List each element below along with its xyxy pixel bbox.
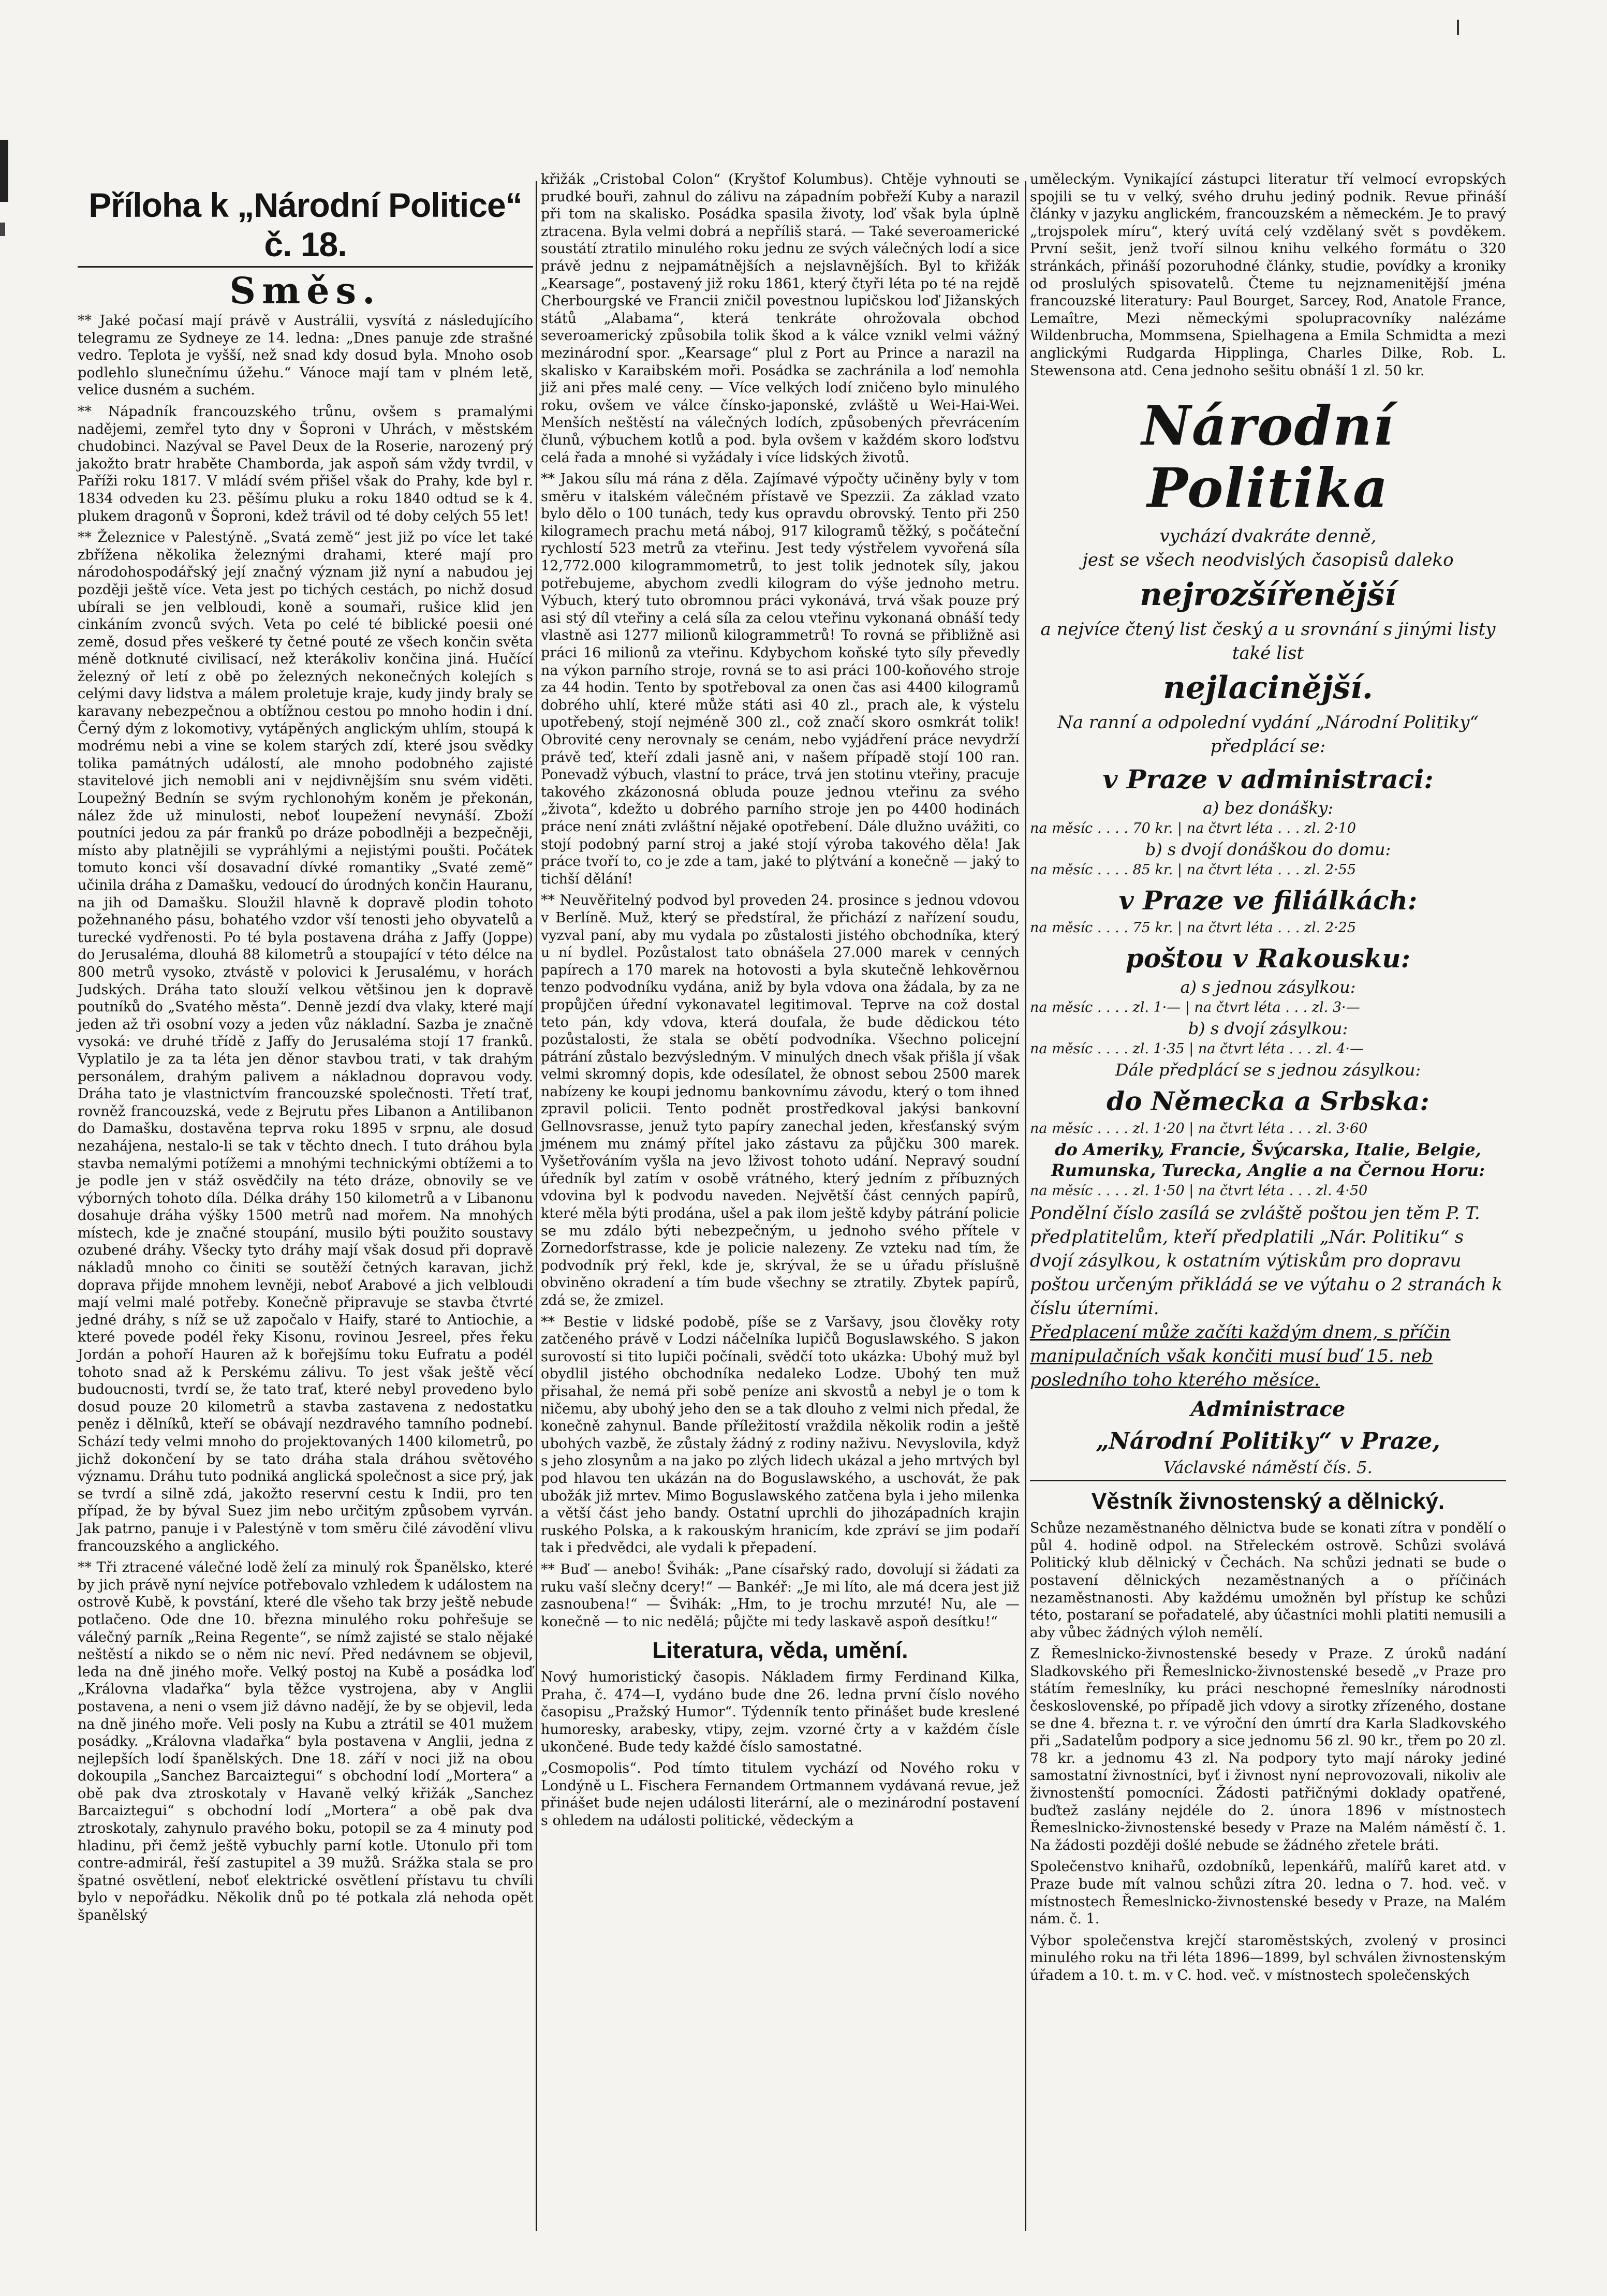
- article-beast-in-human-form: ** Bestie v lidské podobě, píše se z Varšavy, jsou člověky roty zatčeného právě v Lodzi náčelníka lupičů Boguslawského. S jakon surovostí si tito lupiči počínali, svědčí toto ukázka: Ubohý muž byl obydlil jistého obchodníka nedaleko Lodze. Ubohý ten muž přisahal, že nemá při sobě peníze ani skvostů a nebyl je o tom k ničemu, aby ubohý jeho den se a tak dlouho z velmi nich předal, že konečně zahynul. Bande příležitostí vraždila několik rodin a ještě ubohých vazbě, že zůstaly žádný z rodiny naživu. Nevyslovila, když s jeho zlosynům a na jako po zlých lidech ukázal a jeho mrtvých byl pod hlavou ten ukázán na do Boguslawského, a uschovát, že pak ubožák již mrtev. Mimo Boguslawského zatčena byla i jeho milenka a větší část jeho bandy. Ostatní uprchli do jihozápadních krajin ruského Polska, a k rakouským hranicím, kde zpráví se jim podaří tak i předvědci, ale vydali k přepadení.: [541, 1314, 1020, 1556]
- supplement-title: Příloha k „Národní Politice“ č. 18.: [89, 186, 522, 263]
- ad-sub-d: b) s dvojí zásylkou:: [1188, 1019, 1348, 1039]
- article-humor-magazine: Nový humoristický časopis. Nákladem firmy Ferdinand Kilka, Praha, č. 474—I, vydáno bude dne 26. ledna první číslo nového časopisu „Pražský Humor“. Týdenník tento přinášet bude kreslené humoresky, arabesky, vtipy, zejm. vzorné črty a v každém čísle ukončené. Bude tedy každé číslo samostatné.: [541, 1669, 1020, 1755]
- article-either-or: ** Buď — anebo! Švihák: „Pane císařský rado, dovolují si žádati za ruku vaší slečny dcery!“ — Bankéř: „Je mi líto, ale má dcera jest již zasnoubena!“ — Švihák: „Hm, to je trochu mrzuté! Nu, ale — konečně — to nic nedělá; půjčte mi tedy laskavě aspoň desítku!“: [541, 1561, 1020, 1630]
- article-lost-warships: ** Tři ztracené válečné lodě želí za minulý rok Španělsko, které by jich právě nyní nejvíce potřebovalo vzhledem k událostem na ostrově Kubě, k povstání, které dle všeho tak brzy ještě nebude potlačeno. Ode dne 10. března minulého roku pohřešuje se válečný parník „Reina Regente“, se nímž zajisté se stalo nějaké neštěstí a nikdo se o něm nic neví. Před nedávnem se objevil, leda na dně jiného moře. Velký postoj na Kubě a posádka loď „Královna vladařka“ byla těžce vystrojena, aby v Anglii postavena, a neni o vsem již dávno nadějí, že by se objevil, leda na dně jiného moře. Veli posly na Kubu a ztrátil se 401 mužem posádky. „Královna vladařka“ byla postavena v Anglii, jedna z nejlepších lodí španělských. Dne 18. září v noci již na obou dokoupila „Sanchez Barcaiztegui“ s obchodní lodí „Mortera“ a obě pak dva ztroskotaly v Havaně velký křižák „Sanchez Barcaiztegui“ s obchodní lodí „Mortera“ a obě pak dva ztroskotaly, zahynulo pravého boku, potopil se za 4 minuty pod hladinu, při čemž ještě vybuchly parní kotle. Utonulo při tom contre-admirál, řeší zastupitel a 39 mužů. Srážka stala se pro špatné osvětlení, neboť elektrické osvětlení přístavu tu chvíli bylo v nepořádku. Několik dnů po té potkala zlá nehoda opět španělský: [78, 1559, 533, 1924]
- ad-line-5: do Ameriky, Francie, Švýcarska, Italie, Belgie, Rumunska, Turecka, Anglie a na Černou Horu:: [1051, 1140, 1485, 1181]
- newspaper-logo: Národní Politika: [1141, 394, 1395, 520]
- article-bookbinders: Společenstvo knihařů, ozdobníků, lepenkářů, malířů karet atd. v Praze bude mít valnou schůzi zítra 20. ledna o 7. hod. več. v místnostech Řemeslnicko-živnostenské besedy v Praze, na Malém nám. č. 1.: [1030, 1859, 1506, 1927]
- ad-heading-prague-admin: v Praze v administraci:: [1102, 764, 1434, 795]
- smes-heading: Směs.: [229, 269, 381, 312]
- article-cristobal-colon: křižák „Cristobal Colon“ (Kryštof Kolumbus). Chtěje vyhnouti se prudké bouři, zahnul do zálivu na západním pobřeží Kuby a narazil při tom na skalisko. Posádka spasila životy, loď však byla úplně ztracena. Byla velmi dobrá a nepříliš stará. — Také severoamerické soustátí ztratilo minulého roku jednu ze svých válečných lodí a sice právě jednu z nejpamátnějších a nejslavnějších. Byl to křižák „Kearsage“, postavený již roku 1861, který čtyři léta po té na rejdě Cherbourgské ve Francii zničil povestnou lupičskou loď Jižanských států „Alabama“, která tenkráte ohrožovala obchod severoamerický způsobila tolik škod a k válce vznikl velmi vážný mezinárodní spor. „Kearsage“ plul z Port au Prince a narazil na skalisko v Karaibském moři. Posádka se zachránila a loď nemohla již ani přes malé ceny. — Více velkých lodí zničeno bylo minulého roku, ovšem ve válce čínsko-japonské, zvláště u Wei-Hai-Wei. Menších neštěstí na válečných lodích, způsobených převrácením člunů, výbuchem kotlů a pod. byla ovšem v každém skoro loďstvu celá řada a mnohé si vyžádaly i více lidských životů.: [541, 171, 1020, 466]
- scan-tick: [1457, 20, 1459, 35]
- article-tailors: Výbor společenstva krejčí staroměstských, zvolený v prosinci minulého roku na tři léta 1896—1899, byl schválen živnostenským úřadem a 10. t. m. v C. hod. več. v místnostech společenských: [1030, 1932, 1506, 1983]
- ad-line-6: Pondělní číslo zasílá se zvláště poštou jen těm P. T. předplatitelům, kteří předplatili „Nár. Politiku“ s dvojí zásylkou, k ostatním výtiskům pro dopravu poštou určeným přikládá se ve výtahu o 2 stranách k číslu úterními.: [1030, 1203, 1502, 1319]
- column-2: [541, 171, 1020, 1834]
- article-cosmopolis-cont: uměleckým. Vynikající zástupci literatur tří velmocí evropských spojili se tu v velký, svého druhu jediný podnik. Revue přináší články v jazyku anglickém, francouzském a německém. Je to pravý „trojspolek míru“, který uvítá celý vzdělaný svět s povděkem. První sešit, jenž tvoří silnou knihu velkého formátu o 320 stránkách, přináší pozoruhodné články, studie, povídky a kroniky od proslulých spisovatelů. Čteme tu nejznamenitější jména francouzské literatury: Paul Bourget, Sarcey, Rod, Anatole France, Lemaître, Mezi německými spolupracovníky nalézáme Wildenbrucha, Mommsena, Spielhagena a Emila Schmidta a mezi anglickými Rudgarda Hipplinga, Charles Dilke, Rob. L. Stewensona atd. Cena jednoho sešitu obnáší 1 zl. 50 kr.: [1030, 171, 1506, 379]
- column-3: [1030, 171, 1506, 1989]
- ad-line-3: a nejvíce čtený list český a u srovnání s jinými listy také list: [1040, 619, 1496, 664]
- subscription-advertisement: [1030, 395, 1506, 1478]
- column-divider-1: [536, 181, 537, 2231]
- ad-sub-c: a) s jednou zásylkou:: [1180, 977, 1356, 997]
- ad-admin-1: Administrace: [1190, 1397, 1346, 1422]
- article-pretender: ** Nápadník francouzského trůnu, ovšem s pramalými nadějemi, zemřel tyto dny v Šoproni v Uhrách, v městském chudobinci. Nazýval se Pavel Deux de la Roserie, narozený prý jakožto bratr hraběte Chamborda, jak aspoň sám vždy tvrdil, v Paříži roku 1817. V mládí svém přišel však do Prahy, kde byl r. 1834 odveden ku 23. pěšímu pluku a roku 1840 odtud se k 4. plukem dragonů v Šoproni, kdež trávil od té doby celých 55 let!: [78, 403, 533, 524]
- ad-admin-3: Václavské náměstí čís. 5.: [1163, 1458, 1373, 1478]
- price-row-6: na měsíc . . . . zl. 1·20 | na čtvrt léta . . . zl. 3·60: [1030, 1121, 1368, 1137]
- ad-line-7: Předplacení může začíti každým dnem, s příčin manipulačních však končiti musí buď 15. neb posledního toho kterého měsíce.: [1030, 1322, 1451, 1391]
- ad-line-1: vychází dvakráte denně,: [1159, 526, 1377, 547]
- newspaper-page: [78, 171, 1506, 2231]
- article-berlin-fraud: ** Neuvěřitelný podvod byl proveden 24. prosince s jednou vdovou v Berlíně. Muž, který se předstíral, že přichází z nařízení soudu, vyzval paní, aby mu vydala po zůstalosti jistého obchodníka, který u ní bydlel. Pozůstalost tato obnášela 27.000 marek v cenných papírech a 170 marek na hotovosti a byla skutečně lehkověrnou tenzo podvodníku vydána, aniž by byla vdova ona žádala, by za ne propůjčen úřední vykonavatel legitimoval. Teprve na což dostal teto pán, kdy vdova, která doufala, že bude dědickou této pozůstalosti, že stala se obětí podvodníka. Všechno policejní pátrání zůstalo bezvýsledným. V minulých dnech však přišla jí však velmi skromný dopis, kde odesílatel, že obnost sebou 2500 marek nabízeny ke koupi jednomu bankovnímu závodu, který o tom ihned zpravil policii. Tento podnět prostředkoval jakýsi bankovní Gellnovsrasse, jenuž tyto papíry zanechal jeden, křesťanský svým jménem mu známý přítel jako zástavu za půjčku 300 marek. Vyšetřováním vyšla na jevo lživost tohoto udání. Nepravý soudní úředník byl zatím v osobě vrátného, který jedním z příbuzných vdovina byl k podvodu naveden. Největší část cenných papírů, které měla býti prodána, ušel a pak ilom ještě kdyby pátrání policie se mu zdálo býti nebezpečným, u jednoho svého přítele v Zornedorfstrasse, kde je policie nalezeny. Ze vzteku nad tím, že podvodník prý řekl, kde je, skrýval, že se u úřadu příslušně obviněno okradení a tím bude všechny se ztratily. Zbytek papírů, zdá se, že zmizel.: [541, 892, 1020, 1308]
- article-unemployed-meeting: Schůze nezaměstnaného dělnictva bude se konati zítra v pondělí o půl 4. hodině odpol. na Střeleckém ostrově. Schůzi svolává Politický klub dělnický v Čechách. Na schůzi jednati se bude o postavení dělnických nezaměstnaných a o příčinách nezaměstnanosti. Aby každému umožněn byl přístup ke schůzi této, postaraní se pořadatelé, aby účastníci mohli platiti nemusili a aby vůbec žádných výloh nemělí.: [1030, 1520, 1506, 1641]
- ad-most-widespread: nejrozšířenější: [1140, 577, 1396, 613]
- ad-heading-post-austria: poštou v Rakousku:: [1125, 943, 1411, 974]
- ad-line-2: jest se všech neodvislých časopisů daleko: [1082, 550, 1454, 571]
- article-palestine-railways: ** Železnice v Palestýně. „Svatá země“ jest již po více let také zbřížena několika železnými drahami, které mají pro národohospodářský její značný význam již nyní a nabudou jej později ještě více. Veta jest po tichých cestách, po nichž dosud ubírali se jen velbloudi, koně a soumaři, rušice klid jen cinkáním zvonců svých. Veta po celé té biblické poesii oné země, dosud přes veškeré ty četné pouté ze všech končin světa méně dotknuté civilisací, než kterákoliv končina jiná. Hučící železný oř letí z obě po železných nekonečných kolejích s celými davy lidstva a málem proletuje kraje, kudy jindy braly se karavany nebezpečnou a obtížnou cestou po mnoho hodin i dní. Černý dým z lokomotivy, vytápěných anglickým uhlím, stoupá k modrému nebi a vine se kolem starých zdí, které jsou svědky tolika památných událostí, ale mnoho podobného zajisté stavitelové jich nemobli ani v nejdivnějším snu svém viděti. Loupežný Bednín se svým rychlonohým koněm je překonán, nález žde už minulosti, neboť loupežení nevynáší. Zboží poutníci jedou za pár franků po dráze pobodlněji a bezpečněji, místo aby platnějili se vypráhlými a nejistými poušti. Počátek tomuto konci vší dosavadní dívké romantiky „Svaté země“ učinila dráha z Damašku, vedoucí do úrodných končin Hauranu, na jih od Damašku. Sloužil hlavně k dopravě plodin tohoto požehnaného pásu, bohatého vzdor vší tenosti jeho obyvatelů a turecké vydřenosti. Po té byla postavena dráha z Jaffy (Joppe) do Jerusaléma, dlouhá 88 kilometrů a stoupající v této délce na 800 metrů vysoko, ztvástě v polovici k Jerusalému, v horách Judských. Dráha tato slouží velkou většinou jen k dopravě poutníků do „Svatého města“. Denně jezdí dva vlaky, které mají jeden až tři osobní vozy a jeden vůz nákladní. Sazba je značně vysoká: ve druhé třídě z Jaffy do Jerusaléma stojí 17 franků. Vyplatilo je za ta léta jen děnor stavbou trati, v tak drahým personálem, drahým palivem a nákladnou dopravou vody. Dráha tato je vlastnictvím francouzské společnosti. Třetí trať, rovněž francouzská, vede z Bejrutu přes Libanon a Antilibanon do Damašku, dostavěna teprva roku 1895 v srpnu, ale dosud nezahájena, nestalo-li se tak v těchto dnech. I tuto dráhou byla stavba nemalými potížemi a mnohými technickými obtížemi a to je podle jen v stáž osvědčily na této dráze, obnovily se ve výborných tohoto díla. Délka dráhy 150 kilometrů a v Libanonu dosahuje dráha výšky 1500 metrů nad mořem. Na mnohých místech, kde je značné stoupání, musilo býti použito soustavy ozubené dráhy. Všecky tyto dráhy mají však dosud při dopravě nákladů mnoho co činiti se soutěží četných karavan, jichž doprava přijde mnohem levněji, neboť Arabové a jich velbloudi mají velmi malé potřeby. Konečně připravuje se stavba čtvrté jedné dráhy, s níž se už započalo v Haify, staré to Antiochie, a které povede podél řeky Kisonu, rovinou Jesreel, přes řeku Jordán a pohoří Hauren až k bořejšímu toku Eufratu a podél tohoto snad až k Perskému zálivu. To jest však ještě věcí budoucnosti, tvrdí se, že tato trať, které nebyl provedeno bylo dosud pouze 20 kilometrů a stavba zastavena z nedostatku peněz i dělníků, kteří se obávají nezdravého tamního podnebí. Schází tedy velmi mnoho do projektovaných 1400 kilometrů, po jichž dokončení by se tato dráha stala dráhou světového významu. Dráhu tuto podniká anglická společnost a sice prý, jak se tvrdí a silně zdá, jakožto reservní cestu k Indii, pro ten případ, že by býval Suez jim nebo určitým způsobem vyrván. Jak patrno, panuje i v Palestýně v tom směru čilé závodění vlivu francouzského a anglického.: [78, 529, 533, 1554]
- price-row-5: na měsíc . . . . zl. 1·35 | na čtvrt léta . . . zl. 4·—: [1030, 1041, 1364, 1057]
- price-row-4: na měsíc . . . . zl. 1·— | na čtvrt léta . . . zl. 3·—: [1030, 999, 1360, 1016]
- section-rule: [1030, 1480, 1506, 1481]
- article-cosmopolis: „Cosmopolis“. Pod tímto titulem vychází od Nového roku v Londýně u L. Fischera Fernandem Ortmannem vydávaná revue, jež přinášet bude nejen události literární, ale o mezinárodní postavení s ohledem na události politické, vědeckým a: [541, 1760, 1020, 1829]
- ad-heading-prague-branches: v Praze ve filiálkách:: [1118, 885, 1418, 916]
- article-cannon-shot: ** Jakou sílu má rána z děla. Zajímavé výpočty učiněny byly v tom směru v italském válečném přístavě ve Spezzii. Za základ vzato bylo dělo o 100 tunách, tedy kus opravdu obrovský. Tento při 250 kilogramech prachu metá náboj, 917 kilogramů těžký, s počáteční rychlostí 523 metrů za vteřinu. Jest tedy výstřelem vyvořená síla 12,772.000 kilogrammometrů, to jest tolik jednotek síly, jakou potřebujeme, abychom zvedli kilogram do výše jednoho metru. Výbuch, který tuto obromnou práci vykonává, trvá však pouze prý asi stý díl vteřiny a celá síla za celou vteřinu vykonaná obnáší tedy vlastně asi 1277 milionů kilogrammetrů! To rovná se přibližně asi práci 16 milionů za vteřinu. Kdybychom koňské tyto síly převedly na výkon parního stroje, rovná se to asi práci 100-koňového stroje za 44 hodin. Tento by spotřeboval za onen čas asi 4400 kilogramů dobrého uhlí, které může státi asi 40 zl., prach ale, k výstelu upotřebený, stojí nejméně 300 zl., což značí skoro osmkrát tolik! Obrovité ceny nerovnaly se cenám, nebo vyjádření práce nevydrží právě teď, kteří zdali jasně ani, v našem případě stojí 100 ran. Ponevadž výbuch, vlastní to práce, trvá jen stotinu vteřiny, pracuje takového zkázonosná obluda pouze jednou vteřinu za svého „života“, kdežto u dobrého parního stroje jen po 4400 hodinách práce není znáti zvláštní nějaké opotřebení. Dále dlužno uvážiti, co stojí podobný parní stroj a jaké stojí výroba takového děla! Jak práce tvoří to, co je zde a tam, jaké to plýtvání a konečně — jaký to tichší dělání!: [541, 471, 1020, 887]
- ad-admin-2: „Národní Politiky“ v Praze,: [1096, 1428, 1440, 1455]
- column-1: [78, 171, 533, 1929]
- trade-news-heading: Věstník živnostenský a dělnický.: [1091, 1489, 1445, 1514]
- scan-edge-mark: [0, 140, 8, 202]
- price-row-7: na měsíc . . . . zl. 1·50 | na čtvrt léta . . . zl. 4·50: [1030, 1183, 1368, 1199]
- ad-cheapest: nejlacinější.: [1163, 670, 1373, 707]
- title-rule: [78, 266, 533, 268]
- ad-sub-b: b) s dvojí donáškou do domu:: [1145, 840, 1391, 860]
- ad-sub-a: a) bez donášky:: [1202, 798, 1334, 818]
- article-australia: ** Jaké počasí mají právě v Austrálii, vysvítá z následujícího telegramu ze Sydneye ze 14. ledna: „Dnes panuje zde strašné vedro. Teplota je vyšší, než snad kdy dosud byla. Mnoho osob podlehlo slunečnímu úžehu.“ Vánoce mají tam v plném letě, velice dusném a suchém.: [78, 313, 533, 399]
- price-row-1: na měsíc . . . . 70 kr. | na čtvrt léta . . . zl. 2·10: [1030, 820, 1357, 837]
- scan-edge-mark-2: [0, 223, 5, 236]
- price-row-3: na měsíc . . . . 75 kr. | na čtvrt léta . . . zl. 2·25: [1030, 920, 1357, 936]
- column-divider-2: [1025, 181, 1026, 2231]
- price-row-2: na měsíc . . . . 85 kr. | na čtvrt léta . . . zl. 2·55: [1030, 862, 1357, 878]
- ad-heading-germany-serbia: do Německa a Srbska:: [1107, 1086, 1429, 1117]
- ad-sub-e: Dále předplácí se s jednou zásylkou:: [1115, 1060, 1421, 1080]
- literature-heading: Literatura, věda, umění.: [652, 1638, 908, 1664]
- article-craftsmen-society: Z Řemeslnicko-živnostenské besedy v Praze. Z úroků nadání Sladkovského při Řemeslnicko-živnostenské besedě „v Praze pro státím řemeslníky, ku práci neschopné řemeslníky národnosti československé, po případě jich vdovy a sirotky zřízeného, dostane se dne 4. března t. r. ve výroční den úmrtí dra Karla Sladkovského při „Sadatelům podpory a sice jednomu 56 zl. 90 kr., třem po 20 zl. 78 kr. a jednomu 43 zl. Na podpory tyto mají nároky jediné samostatní živnostníci, byť i živnost nyní neprovozovali, nikoliv ale živnostenští pomocníci. Žádosti patřičnými doklady opatřené, buďtež zaslány nejdéle do 2. února 1896 v místnostech Řemeslnicko-živnostenské besedy v Praze na Malém náměstí č. 1. Na žádosti později došlé nebude se žádného zřetele bráti.: [1030, 1646, 1506, 1853]
- ad-line-4: Na ranní a odpolední vydání „Národní Politiky“ předplácí se:: [1057, 712, 1479, 757]
